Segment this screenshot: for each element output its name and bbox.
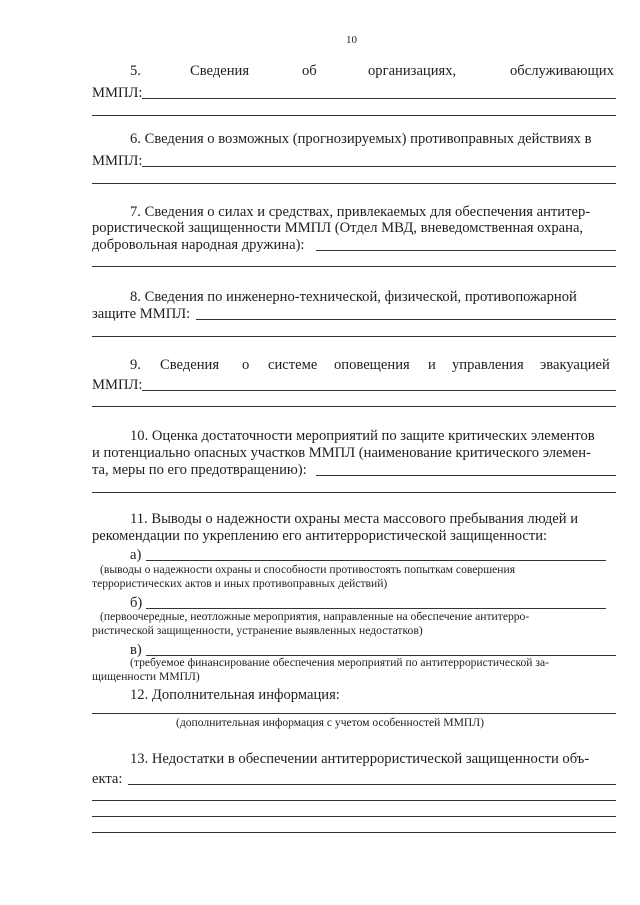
section-5-word-1: Сведения (190, 63, 250, 79)
section-8-line-1: 8. Сведения по инженерно-технической, физической, противопожарной (130, 289, 577, 305)
section-7-line-3: добровольная народная дружина): (92, 237, 305, 253)
section-9-word-2: Сведения (160, 357, 220, 373)
section-7-line-1: 7. Сведения о силах и средствах, привлекаемых для обеспечения антитер- (130, 204, 591, 220)
section-9-word-3: о (242, 357, 250, 373)
section-11-line-2: рекомендации по укреплению его антитеррористической защищенности: (92, 528, 548, 544)
section-9-fill-line-2 (92, 406, 616, 407)
section-10-line-3: та, меры по его предотвращению): (92, 462, 307, 478)
section-12-note: (дополнительная информация с учетом особенностей ММПЛ) (176, 716, 484, 729)
section-11-item-b-note-1: (первоочередные, неотложные мероприятия, направленные на обеспечение антитерро- (100, 610, 530, 623)
section-11-item-a-label: а) (130, 547, 142, 563)
section-8-fill-line-2 (92, 336, 616, 337)
section-13-line-2: екта: (92, 771, 123, 787)
section-11-item-b-label: б) (130, 595, 143, 611)
section-10-line-1: 10. Оценка достаточности мероприятий по защите критических элементов (130, 428, 595, 444)
section-11-item-b-line (146, 608, 606, 609)
section-5-label: ММПЛ: (92, 85, 143, 101)
section-9-word-6: и (428, 357, 436, 373)
section-5-word-4: обслуживающих (510, 63, 614, 79)
section-9-word-8: эвакуацией (540, 357, 610, 373)
section-13-fill-line-2 (92, 800, 616, 801)
section-8-fill-line-1 (196, 319, 616, 320)
section-9-word-7: управления (452, 357, 524, 373)
section-11-item-a-note-2: террористических актов и иных противоправных действий) (92, 577, 388, 590)
section-5-fill-line-1 (142, 98, 616, 99)
section-8-line-2: защите ММПЛ: (92, 306, 191, 322)
section-11-item-b-note-2: ристической защищенности, устранение выявленных недостатков) (92, 624, 423, 637)
section-9-word-1: 9. (130, 357, 141, 373)
section-6-fill-line-2 (92, 183, 616, 184)
section-9-fill-line-1 (142, 390, 616, 391)
section-11-line-1: 11. Выводы о надежности охраны места массового пребывания людей и (130, 511, 579, 527)
section-10-line-2: и потенциально опасных участков ММПЛ (наименование критического элемен- (92, 445, 591, 461)
section-5-word-3: организациях, (368, 63, 457, 79)
section-11-item-c-note-1: (требуемое финансирование обеспечения мероприятий по антитеррористической за- (130, 656, 549, 669)
section-13-fill-line-4 (92, 832, 616, 833)
section-9-word-5: оповещения (334, 357, 410, 373)
section-6-fill-line-1 (142, 166, 616, 167)
section-10-fill-line-1 (316, 475, 616, 476)
section-9-word-4: системе (268, 357, 318, 373)
section-11-item-c-label: в) (130, 642, 142, 658)
section-6-label: ММПЛ: (92, 153, 143, 169)
page-number: 10 (346, 34, 357, 46)
section-11-item-c-note-2: щищенности ММПЛ) (92, 670, 200, 683)
section-5-word-2: об (302, 63, 317, 79)
section-7-line-2: рористической защищенности ММПЛ (Отдел МВД, вневедомственная охрана, (92, 220, 584, 236)
section-12-fill-line (92, 713, 616, 714)
section-5-fill-line-2 (92, 115, 616, 116)
section-9-label: ММПЛ: (92, 377, 143, 393)
section-12-line-1: 12. Дополнительная информация: (130, 687, 340, 703)
section-13-line-1: 13. Недостатки в обеспечении антитеррористической защищенности объ- (130, 751, 590, 767)
section-7-fill-line-1 (316, 250, 616, 251)
section-10-fill-line-2 (92, 492, 616, 493)
section-11-item-a-line (146, 560, 606, 561)
section-13-fill-line-1 (128, 784, 616, 785)
section-11-item-a-note-1: (выводы о надежности охраны и способности противостоять попыткам совершения (100, 563, 516, 576)
section-6-line-1: 6. Сведения о возможных (прогнозируемых) противоправных действиях в (130, 131, 592, 147)
section-5-number: 5. (130, 63, 141, 79)
section-7-fill-line-2 (92, 266, 616, 267)
section-13-fill-line-3 (92, 816, 616, 817)
